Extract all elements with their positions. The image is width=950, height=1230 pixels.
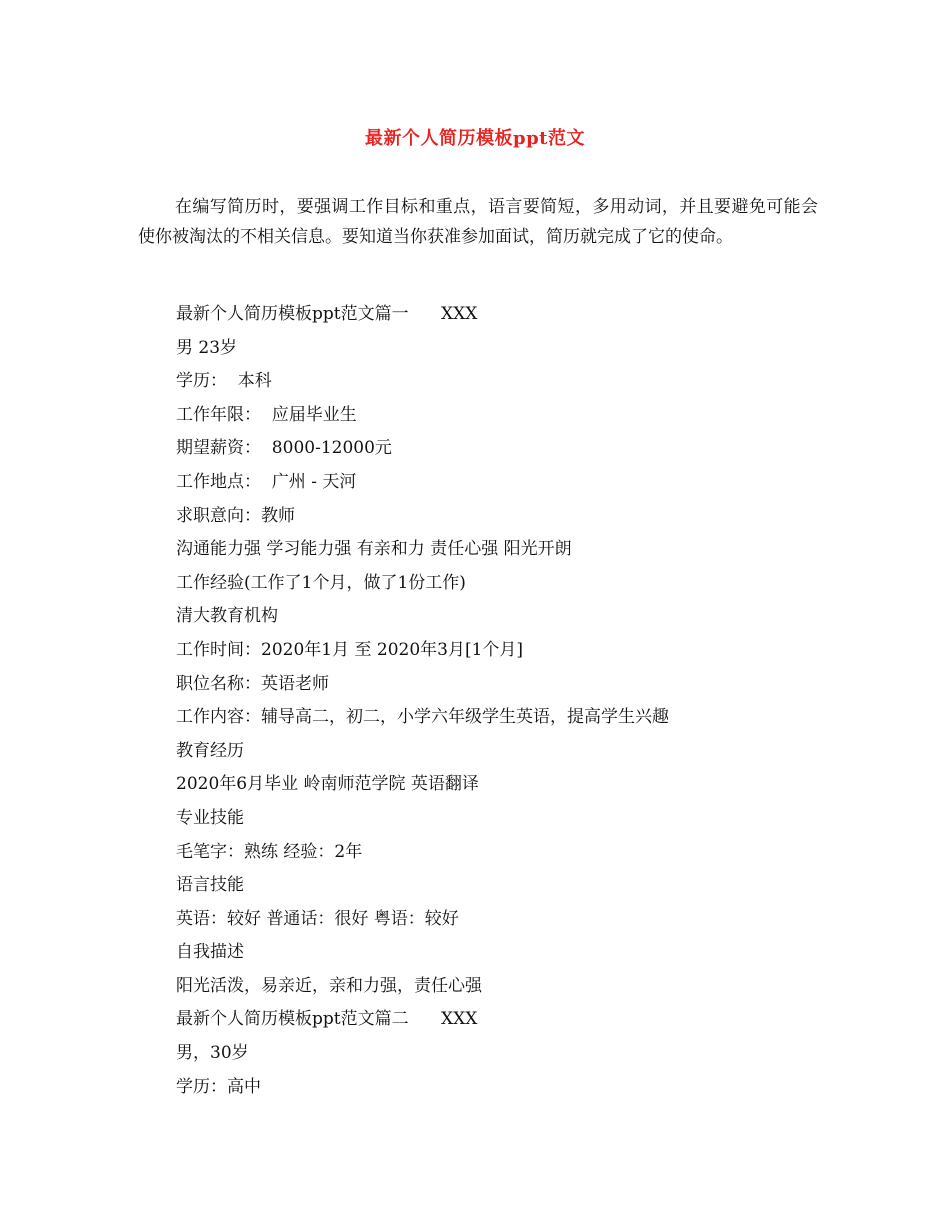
job-intention: 求职意向：教师 xyxy=(176,505,295,526)
work-experience-heading: 工作经验(工作了1个月，做了1份工作) xyxy=(176,572,466,593)
skills-heading: 专业技能 xyxy=(176,807,244,828)
job-title: 职位名称：英语老师 xyxy=(176,673,329,694)
intro-paragraph: 在编写简历时，要强调工作目标和重点，语言要简短，多用动词，并且要避免可能会使你被淘汰的不相关信息。要知道当你获准参加面试，简历就完成了它的使命。 xyxy=(138,197,818,247)
self-description-entry: 阳光活泼，易亲近，亲和力强，责任心强 xyxy=(176,975,482,996)
expected-salary: 期望薪资： 8000-12000元 xyxy=(176,438,392,459)
job-content: 工作内容：辅导高二，初二，小学六年级学生英语，提高学生兴趣 xyxy=(176,707,669,728)
education-heading: 教育经历 xyxy=(176,740,244,761)
resume-heading-1: 最新个人简历模板ppt范文篇一 XXX xyxy=(176,304,478,324)
document-title: 最新个人简历模板ppt范文 xyxy=(365,128,585,149)
language-skills-entry: 英语：较好 普通话：很好 粤语：较好 xyxy=(176,908,459,929)
skill-entry: 毛笔字：熟练 经验：2年 xyxy=(176,841,363,862)
education-level: 学历： 本科 xyxy=(176,371,272,392)
education-entry: 2020年6月毕业 岭南师范学院 英语翻译 xyxy=(176,774,479,795)
work-years: 工作年限： 应届毕业生 xyxy=(176,404,357,425)
work-period: 工作时间：2020年1月 至 2020年3月[1个月] xyxy=(176,639,524,660)
gender-age-2: 男，30岁 xyxy=(176,1043,249,1064)
education-level-2: 学历：高中 xyxy=(176,1076,261,1097)
work-location: 工作地点： 广州 - 天河 xyxy=(176,471,357,492)
gender-age: 男 23岁 xyxy=(176,337,238,358)
resume-heading-2: 最新个人简历模板ppt范文篇二 XXX xyxy=(176,1009,478,1030)
resume-lines xyxy=(176,298,669,1104)
language-skills-heading: 语言技能 xyxy=(176,875,244,896)
self-description-heading: 自我描述 xyxy=(176,942,244,963)
employer-name: 清大教育机构 xyxy=(176,606,278,627)
personal-traits: 沟通能力强 学习能力强 有亲和力 责任心强 阳光开朗 xyxy=(176,539,572,560)
